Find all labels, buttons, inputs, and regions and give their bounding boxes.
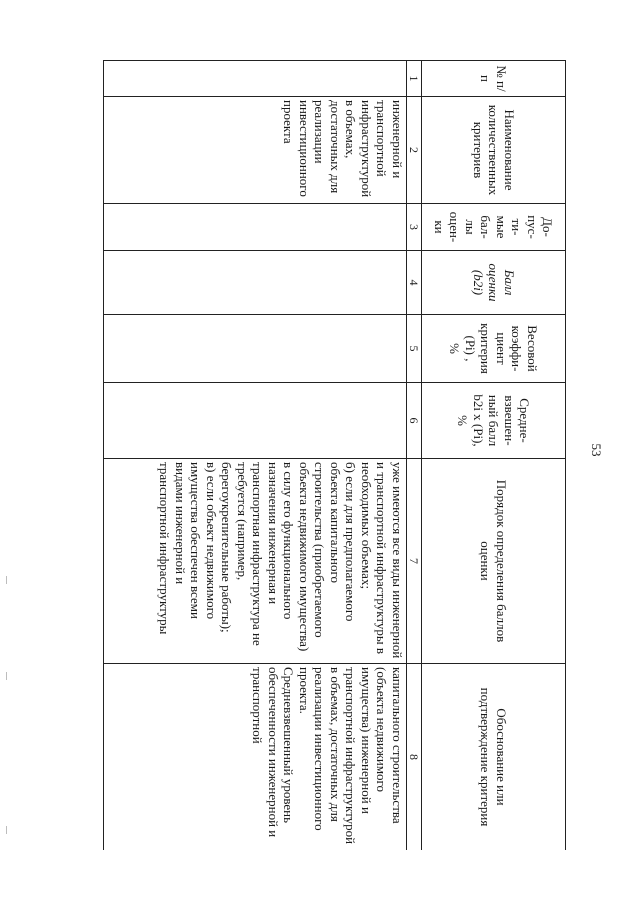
cell-score bbox=[104, 251, 407, 315]
header-justification: Обоснование или подтверждение критерия bbox=[422, 664, 566, 851]
header-row bbox=[422, 61, 566, 851]
header-allowed-scores: До- пус- ти- мые бал- лы оцен- ки bbox=[422, 204, 566, 251]
column-number: 8 bbox=[407, 664, 422, 851]
cell-criteria-name: инженерной и транспортной инфраструктурой в объемах, достаточных для реализации инвестиционного проекта bbox=[104, 97, 407, 204]
column-number: 5 bbox=[407, 315, 422, 383]
criteria-table bbox=[103, 60, 566, 850]
column-number: 2 bbox=[407, 97, 422, 204]
table-container bbox=[96, 60, 566, 850]
cell-number bbox=[104, 61, 407, 97]
cell-allowed-scores bbox=[104, 204, 407, 251]
column-number: 4 bbox=[407, 251, 422, 315]
header-scoring-procedure: Порядок определения баллов оценки bbox=[422, 459, 566, 664]
header-score: Балл оценки (b2i) bbox=[422, 251, 566, 315]
header-weighted-score: Средне- взвешен- ный балл b2i x (Pi), % bbox=[422, 383, 566, 459]
margin-mark bbox=[6, 826, 7, 834]
cell-weighted-score bbox=[104, 383, 407, 459]
cell-weight bbox=[104, 315, 407, 383]
column-number: 7 bbox=[407, 459, 422, 664]
column-number-row bbox=[407, 61, 422, 851]
rotated-page-content bbox=[96, 60, 566, 850]
header-number: № п/ п bbox=[422, 61, 566, 97]
column-number: 6 bbox=[407, 383, 422, 459]
cell-justification: капитального строительства (объекта недвижимого имущества) инженерной и транспортной инфраструктурой в объемах, достаточных для реализации инвестиционного проекта. Средневзвешенный уровень обеспеченности инженерной и транспортной bbox=[104, 664, 407, 851]
margin-mark bbox=[6, 576, 7, 584]
header-weight: Весовой коэффи- циент критерия (Pi) , % bbox=[422, 315, 566, 383]
table-row bbox=[104, 61, 407, 851]
cell-scoring-procedure: уже имеются все виды инженерной и транспортной инфраструктуры в необходимых объемах; б) если для предполагаемого объекта капитального строительства (приобретаемого объекта недвижимого имущества) в силу его функционального назначения инженерная и транспортная инфраструктура не требуется (например, берегоукрепительные работы); в) если объект недвижимого имущества обеспечен всеми видами инженерной и транспортной инфраструктуры bbox=[104, 459, 407, 664]
column-number: 3 bbox=[407, 204, 422, 251]
margin-mark bbox=[6, 672, 7, 680]
header-criteria-name: Наименование количественных критериев bbox=[422, 97, 566, 204]
page-number: 53 bbox=[589, 443, 604, 457]
column-number: 1 bbox=[407, 61, 422, 97]
